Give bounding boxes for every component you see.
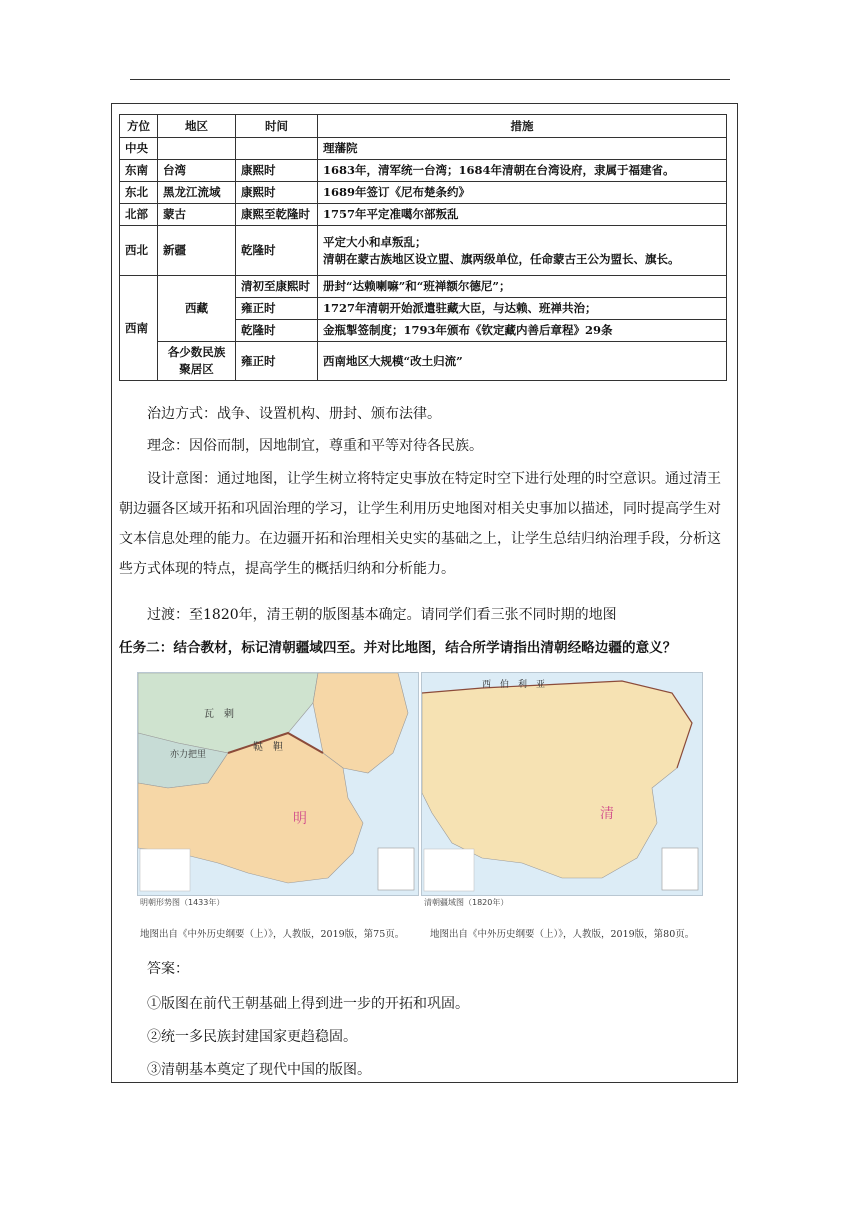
cell-region: 西藏: [158, 276, 236, 342]
qing-map-graphic: [422, 673, 702, 895]
table-row: [120, 226, 727, 276]
answer-item-3: ③清朝基本奠定了现代中国的版图。: [147, 1062, 371, 1078]
answer-item-1: ①版图在前代王朝基础上得到进一步的开拓和巩固。: [147, 996, 469, 1012]
cell-time: 康熙至乾隆时: [236, 204, 318, 226]
paragraph-methods: 治边方式：战争、设置机构、册封、颁布法律。: [147, 406, 441, 422]
cell-direction: 中央: [120, 138, 158, 160]
table-row: [120, 160, 727, 182]
cell-region: 黑龙江流域: [158, 182, 236, 204]
cell-direction: 西南: [120, 276, 158, 381]
cell-measure: 1689年签订《尼布楚条约》: [318, 182, 727, 204]
answer-title: 答案：: [147, 961, 189, 977]
qing-map-source: 地图出自《中外历史纲要（上）》，人教版，2019版，第80页。: [430, 929, 695, 940]
cell-direction: 东北: [120, 182, 158, 204]
cell-direction: 北部: [120, 204, 158, 226]
cell-time: 雍正时: [236, 342, 318, 381]
header-time: 时间: [236, 115, 318, 138]
cell-measure: 理藩院: [318, 138, 727, 160]
cell-time: 乾隆时: [236, 320, 318, 342]
cell-time: 雍正时: [236, 298, 318, 320]
map-label-siberia: 西 伯 利 亚: [482, 680, 546, 690]
table-row: [120, 204, 727, 226]
cell-measure: [318, 226, 727, 276]
map-label-yilibali: 亦力把里: [170, 750, 207, 760]
cell-region: 新疆: [158, 226, 236, 276]
cell-measure: 1727年清朝开始派遣驻藏大臣，与达赖、班禅共治；: [318, 298, 727, 320]
cell-direction: 西北: [120, 226, 158, 276]
ming-map-graphic: [138, 673, 418, 895]
task-two-heading: 任务二：结合教材，标记清朝疆域四至。并对比地图，结合所学请指出清朝经略边疆的意义？: [119, 640, 677, 656]
qing-map: [421, 672, 703, 896]
paragraph-design-intent: 设计意图：通过地图，让学生树立将特定史事放在特定时空下进行处理的时空意识。通过清王朝边疆各区域开拓和巩固治理的学习，让学生利用历史地图对相关史事加以描述，同时提高学生对文本信息处理的能力。在边疆开拓和治理相关史实的基础之上，让学生总结归纳治理手段，分析这些方式体现的特点，提高学生的概括归纳和分析能力。: [119, 471, 721, 577]
table-row: [120, 342, 727, 381]
cell-measure: 西南地区大规模“改土归流”: [318, 342, 727, 381]
cell-region: 各少数民族聚居区: [158, 342, 236, 381]
ming-map-caption: 明朝形势图（1433年）: [140, 898, 225, 907]
measure-line: 清朝在蒙古族地区设立盟、旗两级单位，任命蒙古王公为盟长、旗长。: [323, 251, 680, 266]
cell-region: [158, 138, 236, 160]
map-label-qing: 清: [600, 806, 614, 822]
paragraph-principle: 理念：因俗而制，因地制宜，尊重和平等对待各民族。: [147, 438, 483, 454]
cell-measure: 1757年平定准噶尔部叛乱: [318, 204, 727, 226]
header-region: 地区: [158, 115, 236, 138]
qing-map-caption: 清朝疆域图（1820年）: [424, 898, 509, 907]
table-row: [120, 276, 727, 298]
cell-time: 康熙时: [236, 160, 318, 182]
header-direction: 方位: [120, 115, 158, 138]
ming-map-source: 地图出自《中外历史纲要（上）》，人教版，2019版，第75页。: [140, 929, 405, 940]
cell-time: 康熙时: [236, 182, 318, 204]
cell-measure: 1683年，清军统一台湾；1684年清朝在台湾设府，隶属于福建省。: [318, 160, 727, 182]
ming-map: [137, 672, 419, 896]
table-header-row: [120, 115, 727, 138]
frontier-measures-table: [119, 114, 727, 381]
cell-measure: 金瓶掣签制度；1793年颁布《钦定藏内善后章程》29条: [318, 320, 727, 342]
cell-time: 清初至康熙时: [236, 276, 318, 298]
cell-region: 台湾: [158, 160, 236, 182]
paragraph-transition: 过渡：至1820年，清王朝的版图基本确定。请同学们看三张不同时期的地图: [147, 607, 617, 623]
cell-region: 蒙古: [158, 204, 236, 226]
cell-measure: 册封“达赖喇嘛”和“班禅额尔德尼”；: [318, 276, 727, 298]
cell-time: 乾隆时: [236, 226, 318, 276]
table-row: [120, 182, 727, 204]
cell-direction: 东南: [120, 160, 158, 182]
map-label-wala: 瓦 剌: [204, 709, 234, 720]
cell-time: [236, 138, 318, 160]
map-label-ming: 明: [293, 811, 307, 827]
answer-item-2: ②统一多民族封建国家更趋稳固。: [147, 1029, 357, 1045]
header-measure: 措施: [318, 115, 727, 138]
map-label-dada: 鞑 靼: [253, 742, 283, 753]
table-row: [120, 138, 727, 160]
measure-line: 平定大小和卓叛乱；: [323, 234, 427, 249]
header-rule: [130, 79, 730, 80]
